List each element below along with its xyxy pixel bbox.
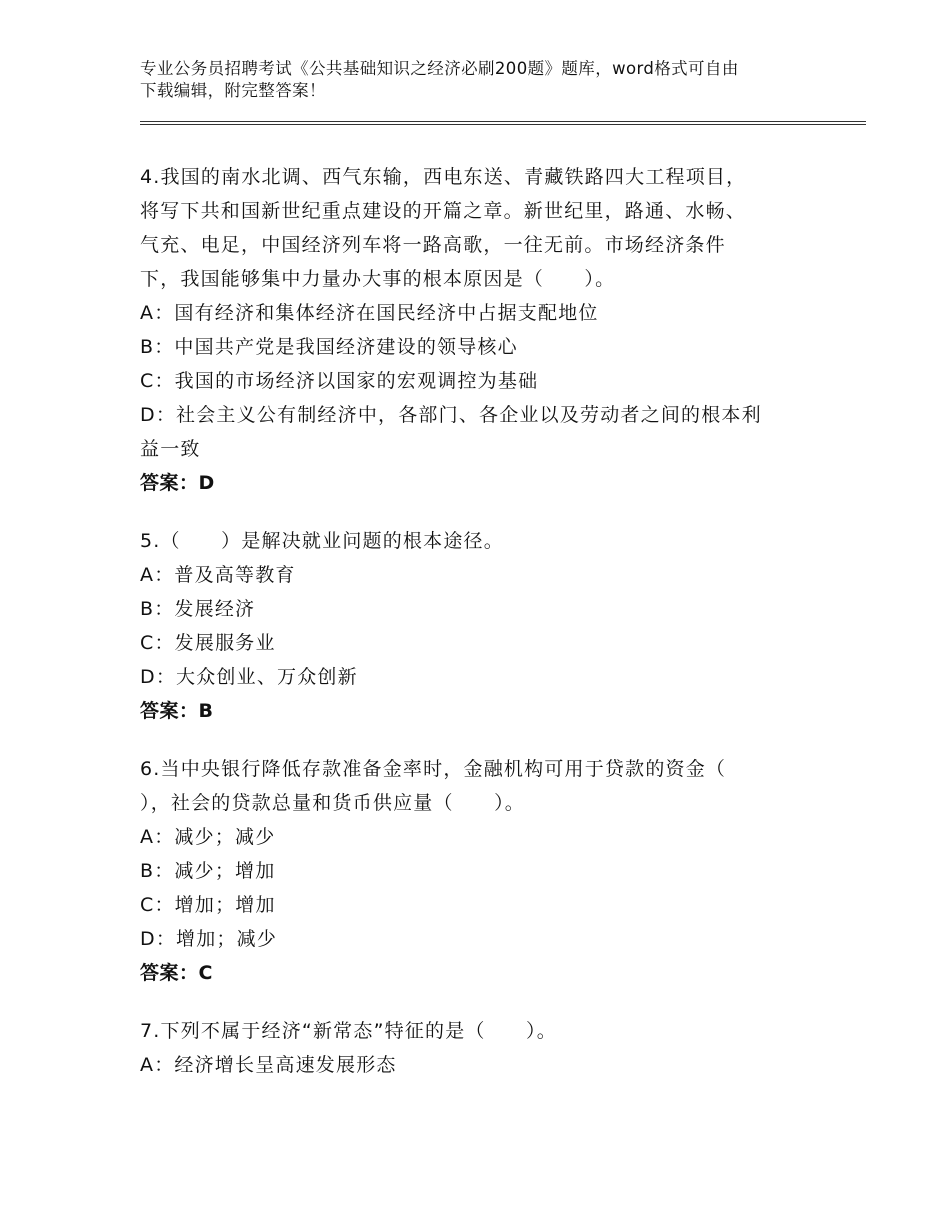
option-b: B：发展经济 <box>140 598 256 620</box>
option-c: C：发展服务业 <box>140 632 276 654</box>
stem-line: 气充、电足，中国经济列车将一路高歌，一往无前。市场经济条件 <box>140 234 726 256</box>
stem-line: 7.下列不属于经济“新常态”特征的是（ ）。 <box>140 1020 557 1042</box>
option-c: C：增加；增加 <box>140 894 276 916</box>
option-d: D：社会主义公有制经济中，各部门、各企业以及劳动者之间的根本利 <box>140 404 762 426</box>
stem-line: 6.当中央银行降低存款准备金率时，金融机构可用于贷款的资金（ <box>140 758 727 780</box>
answer-label: 答案：B <box>140 700 214 722</box>
option-d: D：大众创业、万众创新 <box>140 666 358 688</box>
option-d: D：增加；减少 <box>140 928 278 950</box>
stem-line: ），社会的贷款总量和货币供应量（ ）。 <box>140 792 526 814</box>
question-stem <box>140 160 820 296</box>
option-b: B：减少；增加 <box>140 860 276 882</box>
header-line-1: 专业公务员招聘考试《公共基础知识之经济必刷200题》题库，word格式可自由 <box>140 59 739 78</box>
document-header <box>140 58 820 102</box>
answer-label: 答案：C <box>140 962 213 984</box>
question-5 <box>140 524 820 728</box>
stem-line: 5.（ ）是解决就业问题的根本途径。 <box>140 530 504 552</box>
answer-label: 答案：D <box>140 472 215 494</box>
question-4 <box>140 160 820 500</box>
option-a: A：国有经济和集体经济在国民经济中占据支配地位 <box>140 302 599 324</box>
option-a: A：经济增长呈高速发展形态 <box>140 1054 397 1076</box>
option-a: A：普及高等教育 <box>140 564 296 586</box>
question-stem <box>140 752 820 820</box>
question-stem <box>140 1014 820 1048</box>
stem-line: 下，我国能够集中力量办大事的根本原因是（ ）。 <box>140 268 616 290</box>
option-b: B：中国共产党是我国经济建设的领导核心 <box>140 336 518 358</box>
question-6 <box>140 752 820 990</box>
stem-line: 将写下共和国新世纪重点建设的开篇之章。新世纪里，路通、水畅、 <box>140 200 747 222</box>
stem-line: 4.我国的南水北调、西气东输，西电东送、青藏铁路四大工程项目， <box>140 166 747 188</box>
header-line-2: 下载编辑，附完整答案！ <box>140 81 326 100</box>
question-7 <box>140 1014 820 1082</box>
header-divider <box>140 121 866 125</box>
option-a: A：减少；减少 <box>140 826 276 848</box>
question-list <box>140 160 820 1106</box>
question-stem <box>140 524 820 558</box>
option-c: C：我国的市场经济以国家的宏观调控为基础 <box>140 370 539 392</box>
option-d-continued: 益一致 <box>140 438 201 460</box>
